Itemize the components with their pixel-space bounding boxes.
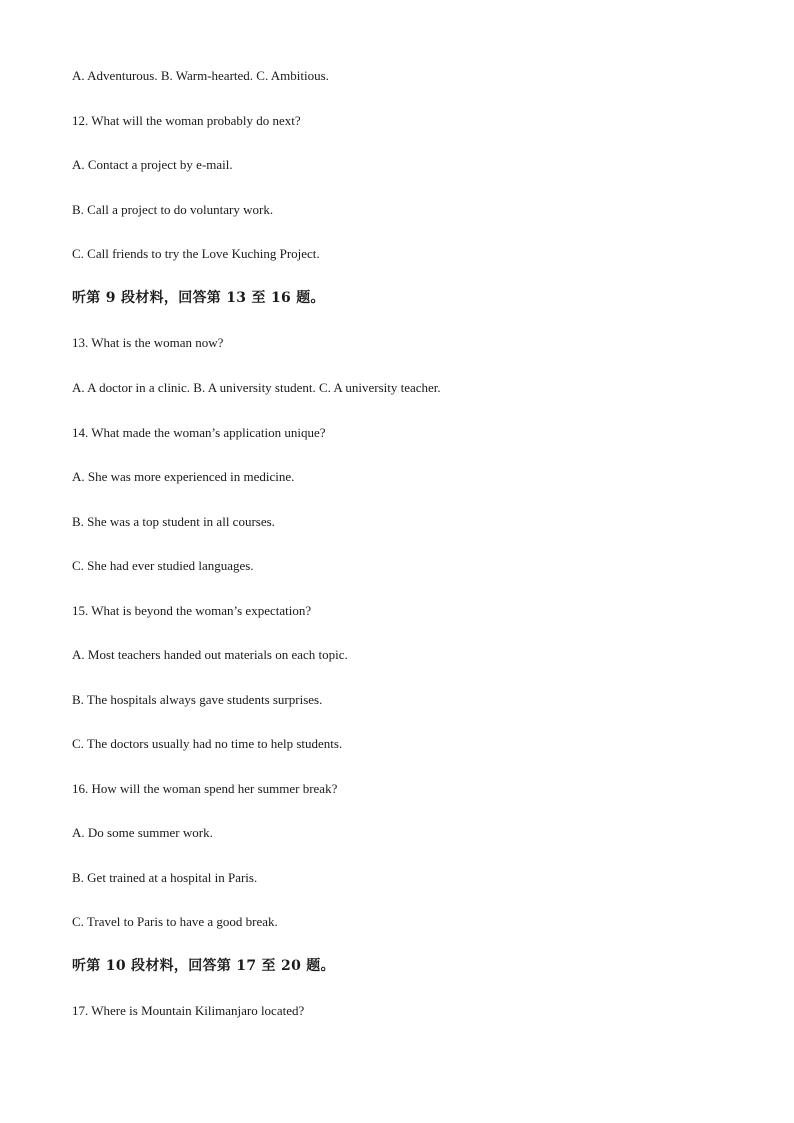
q11-options: A. Adventurous. B. Warm-hearted. C. Ambitious. bbox=[72, 68, 329, 83]
section-heading-10: 听第 10 段材料，回答第 17 至 20 题。 bbox=[72, 958, 335, 974]
q14-option-c: C. She had ever studied languages. bbox=[72, 558, 254, 573]
q12-option-c: C. Call friends to try the Love Kuching Project. bbox=[72, 246, 320, 261]
q12-option-b: B. Call a project to do voluntary work. bbox=[72, 202, 274, 217]
q16-option-c: C. Travel to Paris to have a good break. bbox=[72, 914, 278, 929]
q14-option-a: A. She was more experienced in medicine. bbox=[72, 469, 295, 484]
q15-option-b: B. The hospitals always gave students surprises. bbox=[72, 692, 323, 707]
q12-question: 12. What will the woman probably do next? bbox=[72, 113, 301, 128]
q14-question: 14. What made the woman’s application unique? bbox=[72, 425, 326, 440]
q17-question: 17. Where is Mountain Kilimanjaro located? bbox=[72, 1003, 305, 1018]
q16-question: 16. How will the woman spend her summer break? bbox=[72, 781, 338, 796]
q15-option-c: C. The doctors usually had no time to help students. bbox=[72, 736, 343, 751]
section-heading-9: 听第 9 段材料，回答第 13 至 16 题。 bbox=[72, 290, 325, 306]
q12-option-a: A. Contact a project by e-mail. bbox=[72, 157, 233, 172]
q15-option-a: A. Most teachers handed out materials on each topic. bbox=[72, 647, 348, 662]
q13-question: 13. What is the woman now? bbox=[72, 335, 224, 350]
q15-question: 15. What is beyond the woman’s expectation? bbox=[72, 603, 312, 618]
q16-option-a: A. Do some summer work. bbox=[72, 825, 213, 840]
q14-option-b: B. She was a top student in all courses. bbox=[72, 514, 275, 529]
q13-options: A. A doctor in a clinic. B. A university student. C. A university teacher. bbox=[72, 380, 441, 395]
q16-option-b: B. Get trained at a hospital in Paris. bbox=[72, 870, 258, 885]
